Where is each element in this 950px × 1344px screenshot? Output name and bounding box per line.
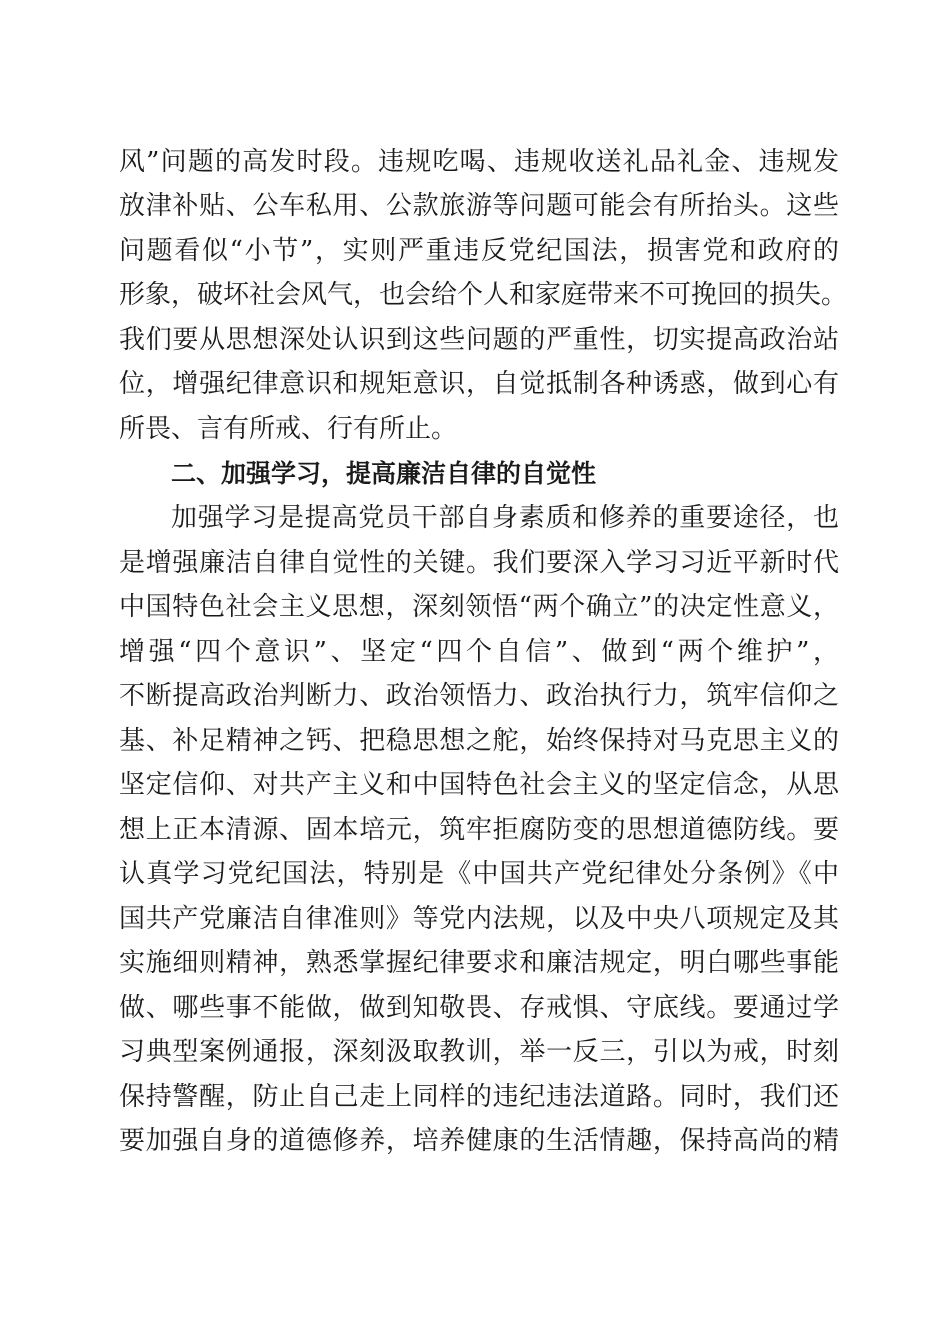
paragraph-2-line-2: 是增强廉洁自律自觉性的关键。我们要深入学习习近平新时代: [119, 548, 839, 578]
paragraph-2-line-1: 加强学习是提高党员干部自身素质和修养的重要途径，也: [171, 503, 839, 533]
paragraph-1-line-4: 形象，破坏社会风气，也会给个人和家庭带来不可挽回的损失。: [119, 280, 848, 310]
paragraph-1-line-7: 所畏、言有所戒、行有所止。: [119, 414, 458, 444]
paragraph-2-line-7: 坚定信仰、对共产主义和中国特色社会主义的坚定信念，从思: [119, 770, 839, 800]
paragraph-2-line-10: 国共产党廉洁自律准则》等党内法规，以及中央八项规定及其: [119, 904, 839, 934]
paragraph-1-line-6: 位，增强纪律意识和规矩意识，自觉抵制各种诱惑，做到心有: [119, 369, 839, 399]
paragraph-2-line-13: 习典型案例通报，深刻汲取教训，举一反三，引以为戒，时刻: [119, 1037, 839, 1067]
paragraph-2-line-8: 想上正本清源、固本培元，筑牢拒腐防变的思想道德防线。要: [119, 815, 839, 845]
paragraph-1-line-5: 我们要从思想深处认识到这些问题的严重性，切实提高政治站: [119, 325, 839, 355]
section-heading-2: 二、加强学习，提高廉洁自律的自觉性: [171, 459, 597, 488]
paragraph-2-line-4: 增强“四个意识”、坚定“四个自信”、做到“两个维护”，: [119, 637, 839, 667]
paragraph-2-line-14: 保持警醒，防止自己走上同样的违纪违法道路。同时，我们还: [119, 1082, 839, 1112]
paragraph-1-line-1: 风”问题的高发时段。违规吃喝、违规收送礼品礼金、违规发: [119, 147, 839, 177]
paragraph-2-line-3: 中国特色社会主义思想，深刻领悟“两个确立”的决定性意义，: [119, 592, 839, 622]
paragraph-2-line-12: 做、哪些事不能做，做到知敬畏、存戒惧、守底线。要通过学: [119, 993, 839, 1023]
paragraph-2-line-11: 实施细则精神，熟悉掌握纪律要求和廉洁规定，明白哪些事能: [119, 948, 839, 978]
paragraph-2-line-9: 认真学习党纪国法，特别是《中国共产党纪律处分条例》《中: [119, 859, 839, 889]
paragraph-2-line-15: 要加强自身的道德修养，培养健康的生活情趣，保持高尚的精: [119, 1126, 839, 1156]
paragraph-2-line-5: 不断提高政治判断力、政治领悟力、政治执行力，筑牢信仰之: [119, 681, 839, 711]
paragraph-1-line-2: 放津补贴、公车私用、公款旅游等问题可能会有所抬头。这些: [119, 191, 839, 221]
paragraph-2-line-6: 基、补足精神之钙、把稳思想之舵，始终保持对马克思主义的: [119, 726, 839, 756]
paragraph-1-line-3: 问题看似“小节”，实则严重违反党纪国法，损害党和政府的: [119, 236, 839, 266]
